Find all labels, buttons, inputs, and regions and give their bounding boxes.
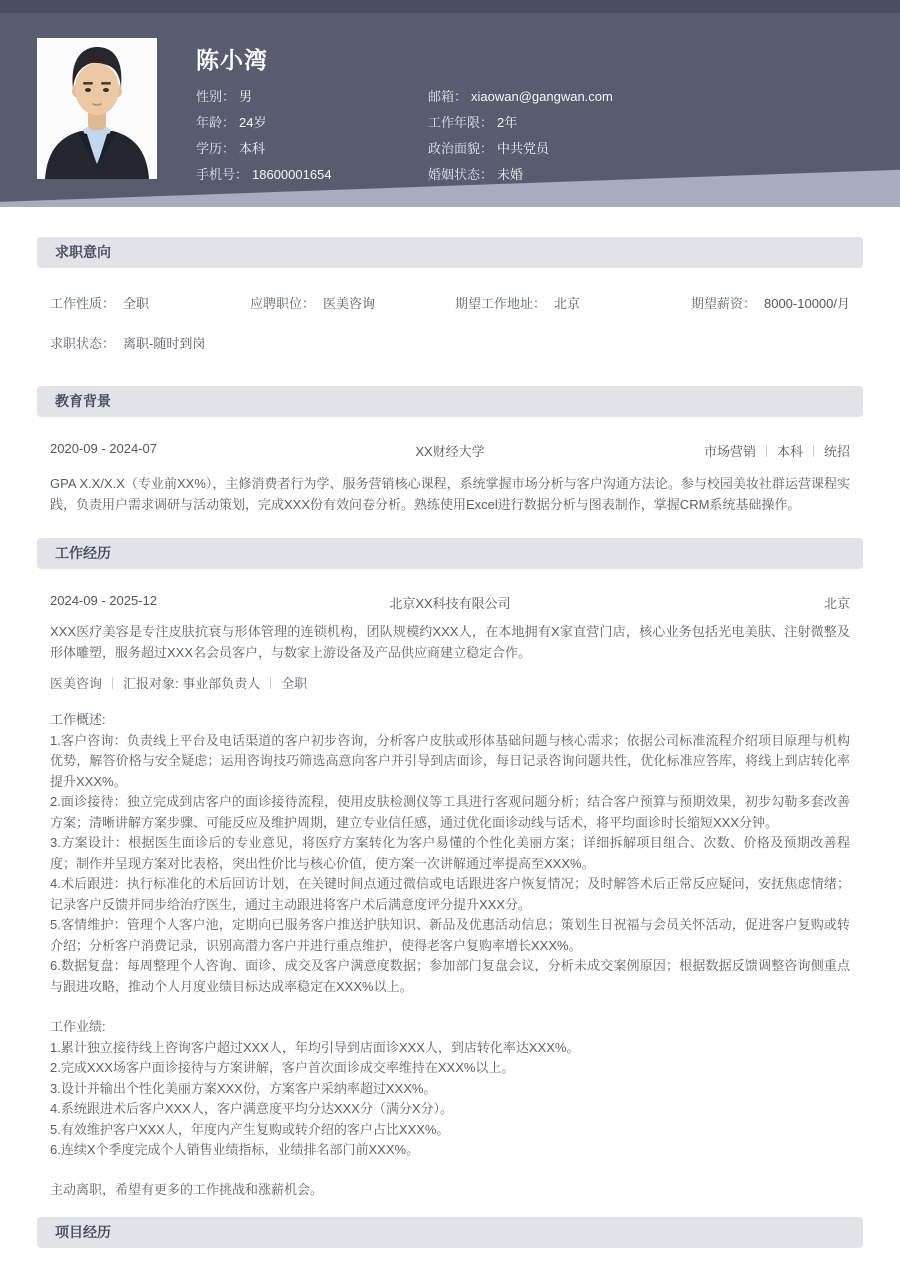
resume-header [0,0,900,207]
education-meta-row [50,441,850,460]
work-achievement-item: 2.完成XXX场客户面诊接待与方案讲解，客户首次面诊成交率维持在XXX%以上。 [50,1060,515,1075]
header-info-right-column [428,84,816,188]
header-info-grid [196,84,816,188]
job-intention-content [50,293,850,352]
work-achievements-title: 工作业绩: [50,1019,106,1034]
section-title-project-experience: 项目经历 [55,1224,111,1240]
header-info-left-column [196,84,428,188]
section-header-education [37,386,863,417]
expected-salary-field [691,293,850,312]
degree-label: 学历： [196,141,236,156]
work-years-field [428,110,816,136]
job-intention-row-1 [50,293,850,312]
job-nature-value: 全职 [123,296,150,311]
profile-photo-placeholder [37,38,157,179]
phone-value: 18600001654 [252,167,332,182]
expected-salary-value: 8000-10000/月 [763,296,850,311]
expected-location-label: 期望工作地址： [455,296,547,311]
leaving-reason: 主动离职，希望有更多的工作挑战和涨薪机会。 [50,1181,324,1197]
expected-location-field [455,293,691,312]
gender-value: 男 [239,89,253,104]
education-description: GPA X.X/X.X（专业前XX%），主修消费者行为学、服务营销核心课程，系统掌握市场分析与客户沟通方法论。参与校园美妆社群运营课程实践，负责用户需求调研与活动策划，完成XXX份有效问卷分析。熟练使用Excel进行数据分析与图表制作，掌握CRM系统基础操作。 [50,476,850,512]
work-achievement-item: 4.系统跟进术后客户XXX人，客户满意度平均分达XXX分（满分X分）。 [50,1101,454,1116]
gender-label: 性别： [196,89,236,104]
education-enrollment: 统招 [823,444,850,459]
position-tag: 医美咨询 [50,676,103,691]
political-status-label: 政治面貌： [428,141,494,156]
report-to-tag: 汇报对象: 事业部负责人 [123,676,261,691]
target-position-label: 应聘职位： [250,296,316,311]
marital-status-label: 婚姻状态： [428,167,494,182]
section-title-job-intention: 求职意向 [55,244,111,260]
job-nature-field [50,293,250,312]
section-title-education: 教育背景 [55,393,111,409]
marital-status-value: 未婚 [497,167,524,182]
work-meta-row [50,593,850,612]
job-type-tag: 全职 [281,676,308,691]
phone-label: 手机号： [196,167,249,182]
work-achievement-item: 5.有效维护客户XXX人，年度内产生复购或转介绍的客户占比XXX%。 [50,1121,450,1137]
section-header-job-intention [37,237,863,268]
work-achievement-item: 6.连续X个季度完成个人销售业绩指标，业绩排名部门前XXX%。 [50,1142,420,1157]
degree-field [196,136,428,162]
work-achievement-item: 3.设计并输出个性化美丽方案XXX份，方案客户采纳率超过XXX%。 [50,1080,437,1096]
company-introduction: XXX医疗美容是专注皮肤抗衰与形体管理的连锁机构，团队规模约XXX人，在本地拥有X家直营门店，核心业务包括光电美肤、注射微整及形体雕塑，服务超过XXX名会员客户，与数家上游设备及产品供应商建立稳定合作。 [50,624,850,660]
header-top-strip [0,0,900,13]
work-overview-item: 2.面诊接待：独立完成到店客户的面诊接待流程，使用皮肤检测仪等工具进行客观问题分析；结合客户预算与预期效果，初步勾勒多套改善方案；清晰讲解方案步骤、可能反应及维护周期，建立专业信任感，通过优化面诊动线与话术，将平均面诊时长缩短XXX分钟。 [50,794,850,830]
person-name: 陈小湾 [196,47,268,73]
target-position-value: 医美咨询 [323,296,376,311]
work-achievements-block [50,1017,850,1161]
section-header-work-experience [37,538,863,569]
political-status-field [428,136,816,162]
email-label: 邮箱： [428,89,468,104]
job-nature-label: 工作性质： [50,296,116,311]
education-major: 市场营销 [703,444,756,459]
work-overview-item: 4.术后跟进：执行标准化的术后回访计划，在关键时间点通过微信或电话跟进客户恢复情况；及时解答术后正常反应疑问，安抚焦虑情绪；记录客户反馈并同步给治疗医生，通过主动跟进将客户术后满意度评分提升XXX分。 [50,876,850,912]
degree-value: 本科 [239,141,266,156]
age-label: 年龄： [196,115,236,130]
divider [270,677,271,689]
job-seeking-status-value: 离职-随时到岗 [123,336,206,351]
work-company: 北京XX科技有限公司 [389,596,511,611]
work-city: 北京 [823,596,850,611]
age-field [196,110,428,136]
work-overview-item: 6.数据复盘：每周整理个人咨询、面诊、成交及客户满意度数据；参加部门复盘会议，分析未成交案例原因；根据数据反馈调整咨询侧重点与跟进攻略，推动个人月度业绩目标达成率稳定在XXX%以上。 [50,958,850,994]
phone-field [196,162,428,188]
age-value: 24岁 [239,115,267,130]
expected-salary-label: 期望薪资： [690,296,756,311]
section-title-work-experience: 工作经历 [55,545,111,561]
email-value: xiaowan@gangwan.com [471,89,613,104]
section-header-project-experience [37,1217,863,1248]
work-experience-content [50,593,850,1200]
job-seeking-status-field [50,333,850,352]
education-period: 2020-09 - 2024-07 [50,441,157,456]
education-school: XX财经大学 [415,444,485,459]
target-position-field [250,293,455,312]
work-overview-item: 5.客情维护：管理个人客户池，定期向已服务客户推送护肤知识、新品及优惠活动信息；策划生日祝福与会员关怀活动，促进客户复购或转介绍；分析客户消费记录，识别高潜力客户并进行重点维护，使得老客户复购率增长XXX%。 [50,917,850,953]
gender-field [196,84,428,110]
work-years-value: 2年 [497,115,518,130]
marital-status-field [428,162,816,188]
work-tags-row [50,673,850,692]
email-field [428,84,816,110]
expected-location-value: 北京 [554,296,581,311]
education-content [50,441,850,515]
work-achievement-item: 1.累计独立接待线上咨询客户超过XXX人，年均引导到店面诊XXX人，到店转化率达XXX%。 [50,1039,580,1055]
work-period: 2024-09 - 2025-12 [50,593,157,608]
work-overview-block [50,710,850,997]
divider [112,677,113,689]
profile-photo [37,38,157,179]
political-status-value: 中共党员 [497,141,550,156]
work-overview-title: 工作概述: [50,712,106,727]
education-degree: 本科 [776,444,803,459]
job-seeking-status-label: 求职状态： [50,336,116,351]
work-overview-item: 1.客户咨询：负责线上平台及电话渠道的客户初步咨询，分析客户皮肤或形体基础问题与核心需求；依据公司标准流程介绍项目原理与机构优势，解答价格与安全疑虑；运用咨询技巧筛选高意向客户并引导到店面诊，每日记录咨询问题共性，优化标准应答库，将线上到店转化率提升XXX%。 [50,732,850,789]
work-overview-item: 3.方案设计：根据医生面诊后的专业意见，将医疗方案转化为客户易懂的个性化美丽方案；详细拆解项目组合、次数、价格及预期改善程度；制作并呈现方案对比表格，突出性价比与核心价值，使方案一次讲解通过率提高至XXX%。 [50,835,850,871]
work-years-label: 工作年限： [428,115,494,130]
